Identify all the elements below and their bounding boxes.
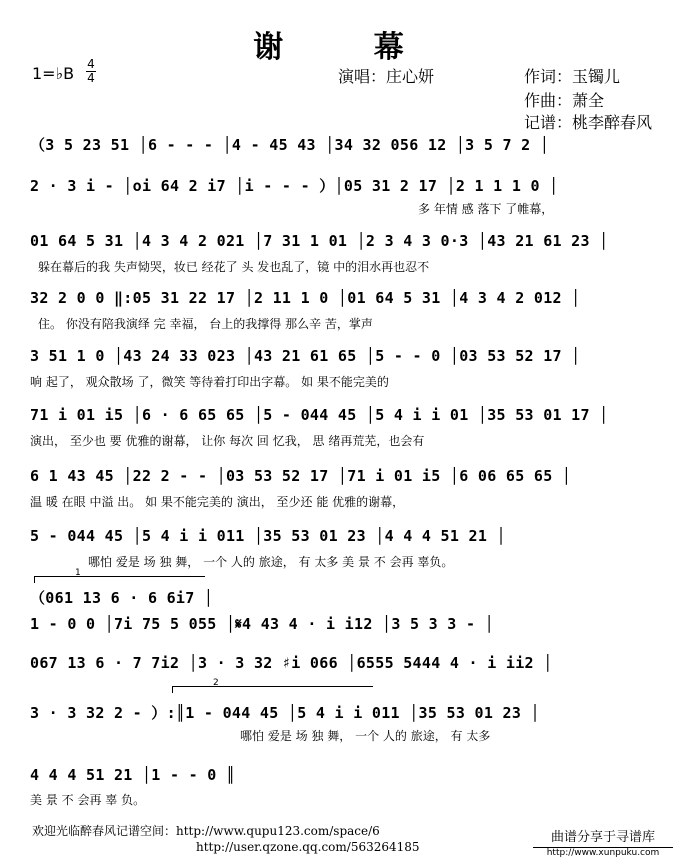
second-ending-bracket [172, 678, 373, 693]
transcriber-credit: 记谱：桃李醉春风 [524, 113, 653, 132]
score-row: （061 13 6 · 6 6i7 │ [30, 589, 214, 607]
footer-line-2: http://user.qzone.qq.com/563264185 [196, 840, 420, 854]
lyric-row: 演出， 至少也 要 优雅的谢幕， 让你 每次 回 忆我， 思 绪再荒芜，也会有 [30, 434, 425, 448]
lyricist-credit: 作词：玉镯儿 [524, 67, 621, 86]
lyric-row: 多 年情 感 落下 了帷幕， [418, 202, 554, 216]
first-ending-bracket [34, 568, 205, 583]
second-ending-number: 2 [213, 678, 219, 688]
score-row: 3 51 1 0 │43 24 33 023 │43 21 61 65 │5 - - 0 │03 53 52 17 │ [30, 347, 581, 365]
score-row: 067 13 6 · 7 7i2 │3 · 3 32 ♯i 066 │6555 5444 4 · i ii2 │ [30, 654, 553, 672]
score-row: （3 5 23 51 │6 - - - │4 - 45 43 │34 32 056 12 │3 5 7 2 │ [30, 136, 550, 154]
score-row: 5 - 044 45 │5 4 i i 011 │35 53 01 23 │4 4 4 51 21 │ [30, 527, 506, 545]
page-title: 谢 幕 [253, 30, 444, 65]
composer-credit: 作曲：萧全 [524, 91, 605, 110]
lyric-row: 住。 你没有陪我演绎 完 幸福， 台上的我撑得 那么辛 苦，掌声 [38, 317, 373, 331]
time-signature [86, 58, 96, 85]
score-row: 2 · 3 i - │oi 64 2 i7 │i - - - ）│05 31 2 17 │2 1 1 1 0 │ [30, 177, 559, 195]
footer-line-1: 欢迎光临醉春风记谱空间：http://www.qupu123.com/space/6 [32, 824, 380, 838]
time-signature-bottom: 4 [87, 71, 95, 85]
score-row: 1 - 0 0 │7i 75 5 055 │𝄋4 43 4 · i i12 │3 5 3 3 - │ [30, 615, 494, 633]
lyric-row: 温 暖 在眼 中溢 出。 如 果不能完美的 演出， 至少还 能 优雅的谢幕， [30, 495, 405, 509]
lyric-row: 美 景 不 会再 辜 负。 [30, 793, 146, 807]
lyric-row: 躲在幕后的我 失声恸哭，妆已 经花了 头 发也乱了，镜 中的泪水再也忍不 [38, 260, 430, 274]
lyric-row: 响 起了， 观众散场 了，微笑 等待着打印出字幕。 如 果不能完美的 [30, 375, 389, 389]
watermark-stamp [533, 826, 673, 858]
key-signature: 1=♭B [32, 64, 75, 83]
score-row: 6 1 43 45 │22 2 - - │03 53 52 17 │71 i 01 i5 │6 06 65 65 │ [30, 467, 572, 485]
time-signature-top: 4 [87, 57, 95, 71]
score-row: 4 4 4 51 21 │1 - - 0 ║ [30, 766, 236, 784]
score-row: 3 · 3 32 2 - ）:║1 - 044 45 │5 4 i i 011 │35 53 01 23 │ [30, 704, 540, 722]
stamp-url: http://www.xunpuku.com [533, 847, 673, 858]
lyric-row: 哪怕 爱是 场 独 舞， 一个 人的 旅途， 有 太多 [240, 729, 491, 743]
first-ending-number: 1 [75, 568, 81, 578]
score-row: 71 i 01 i5 │6 · 6 65 65 │5 - 044 45 │5 4 i i 01 │35 53 01 17 │ [30, 406, 609, 424]
singer-credit: 演唱：庄心妍 [338, 67, 435, 86]
lyric-row: 哪怕 爱是 场 独 舞， 一个 人的 旅途， 有 太多 美 景 不 会再 辜负。 [88, 555, 454, 569]
score-row: 32 2 0 0 ‖:05 31 22 17 │2 11 1 0 │01 64 5 31 │4 3 4 2 012 │ [30, 289, 581, 307]
score-row: 01 64 5 31 │4 3 4 2 021 │7 31 1 01 │2 3 4 3 0·3 │43 21 61 23 │ [30, 232, 609, 250]
stamp-text: 曲谱分享于寻谱库 [550, 830, 655, 845]
